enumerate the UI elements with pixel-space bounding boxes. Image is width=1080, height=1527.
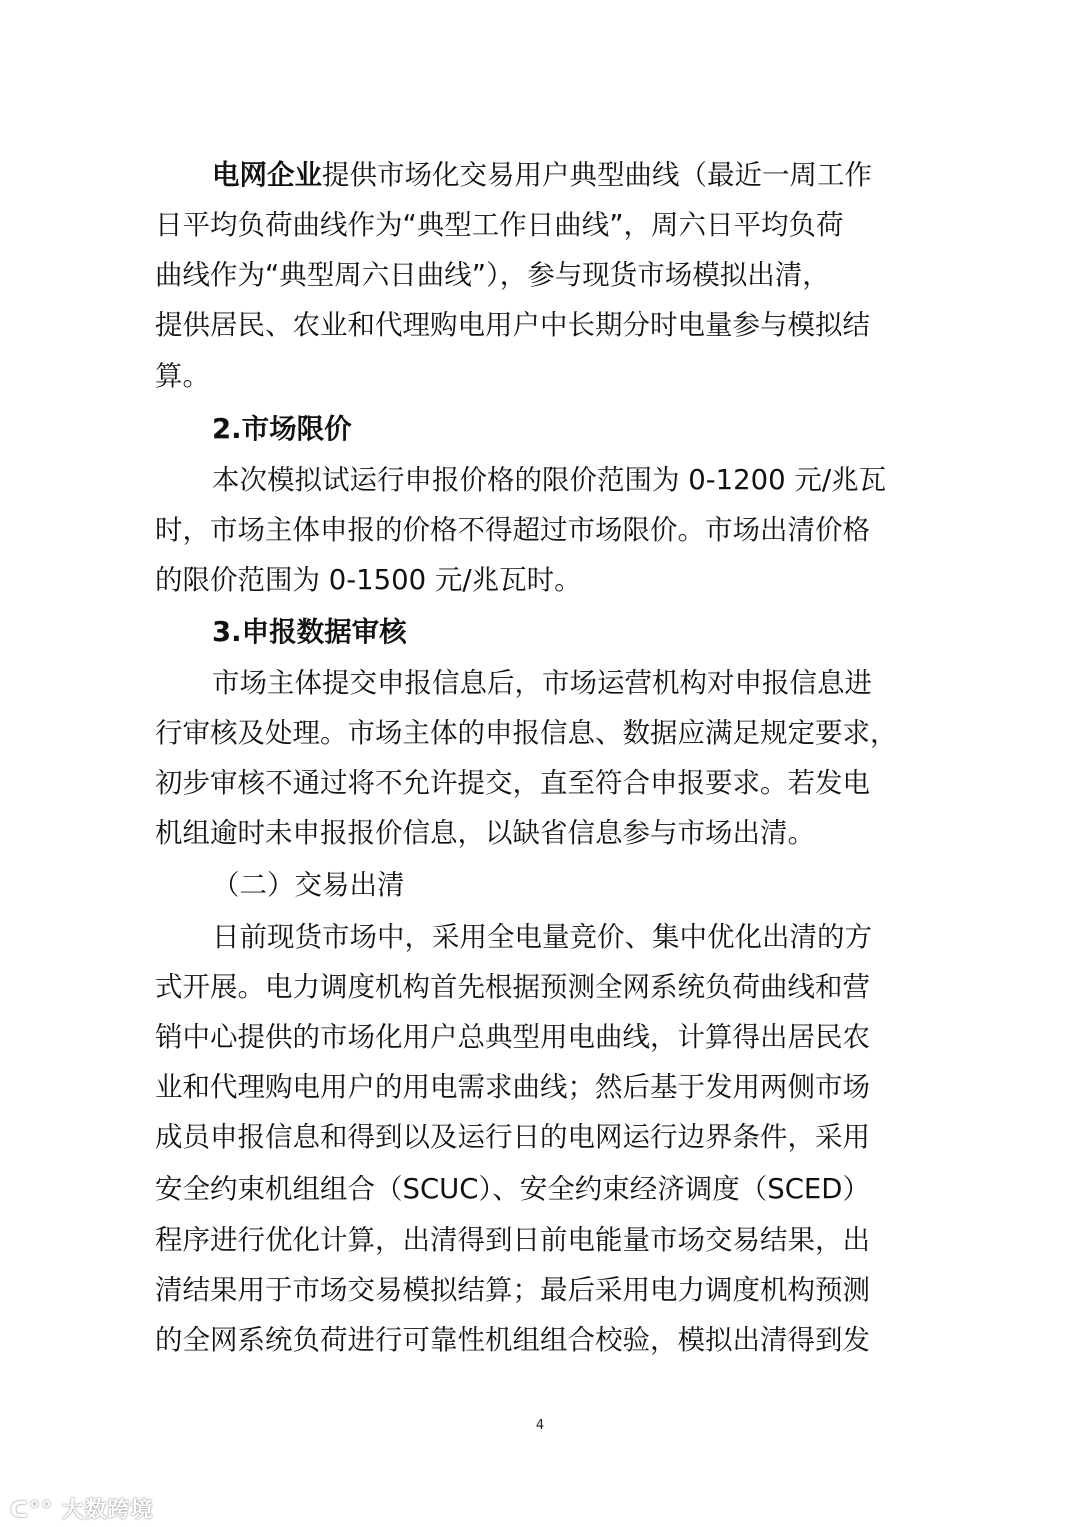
paragraph-line: 程序进行优化计算，出清得到日前电能量市场交易结果，出 <box>155 1224 870 1256</box>
paragraph-line: 业和代理购电用户的用电需求曲线；然后基于发用两侧市场 <box>155 1071 870 1103</box>
page-number: 4 <box>535 1418 545 1433</box>
bold-lead: 电网企业 <box>212 159 322 191</box>
section-heading-clearing: （二）交易出清 <box>212 869 405 901</box>
paragraph-line: 销中心提供的市场化用户总典型用电曲线，计算得出居民农 <box>155 1021 870 1053</box>
paragraph-line: 的限价范围为 0-1500 元/兆瓦时。 <box>155 564 582 596</box>
paragraph-line: 时，市场主体申报的价格不得超过市场限价。市场出清价格 <box>155 514 870 546</box>
watermark-icon: ᑕ°° <box>10 1498 62 1523</box>
paragraph-line: 曲线作为“典型周六日曲线”），参与现货市场模拟出清， <box>155 259 830 291</box>
paragraph-line: 初步审核不通过将不允许提交，直至符合申报要求。若发电 <box>155 767 870 799</box>
paragraph-line: 行审核及处理。市场主体的申报信息、数据应满足规定要求， <box>155 717 898 749</box>
paragraph-line: 电网企业提供市场化交易用户典型曲线（最近一周工作 <box>212 159 872 191</box>
paragraph-line: 清结果用于市场交易模拟结算；最后采用电力调度机构预测 <box>155 1274 870 1306</box>
paragraph-line: 日前现货市场中，采用全电量竞价、集中优化出清的方 <box>212 921 872 953</box>
paragraph-line: 成员申报信息和得到以及运行日的电网运行边界条件，采用 <box>155 1121 870 1153</box>
paragraph-line: 市场主体提交申报信息后，市场运营机构对申报信息进 <box>212 667 872 699</box>
paragraph-line: 机组逾时未申报报价信息，以缺省信息参与市场出清。 <box>155 817 815 849</box>
paragraph-line: 式开展。电力调度机构首先根据预测全网系统负荷曲线和营 <box>155 971 870 1003</box>
paragraph-line: 的全网系统负荷进行可靠性机组组合校验，模拟出清得到发 <box>155 1324 870 1356</box>
section-heading-data-review: 3.申报数据审核 <box>212 616 407 648</box>
paragraph-line: 本次模拟试运行申报价格的限价范围为 0-1200 元/兆瓦 <box>212 464 887 496</box>
paragraph-line: 提供居民、农业和代理购电用户中长期分时电量参与模拟结 <box>155 309 870 341</box>
watermark-logo <box>10 1493 154 1524</box>
paragraph-line: 算。 <box>155 360 210 392</box>
paragraph-line: 安全约束机组组合（SCUC）、安全约束经济调度（SCED） <box>155 1173 870 1205</box>
section-heading-market-price-limit: 2.市场限价 <box>212 413 352 445</box>
watermark-text: 大数跨境 <box>61 1498 154 1523</box>
paragraph-line: 日平均负荷曲线作为“典型工作日曲线”，周六日平均负荷 <box>155 209 844 241</box>
